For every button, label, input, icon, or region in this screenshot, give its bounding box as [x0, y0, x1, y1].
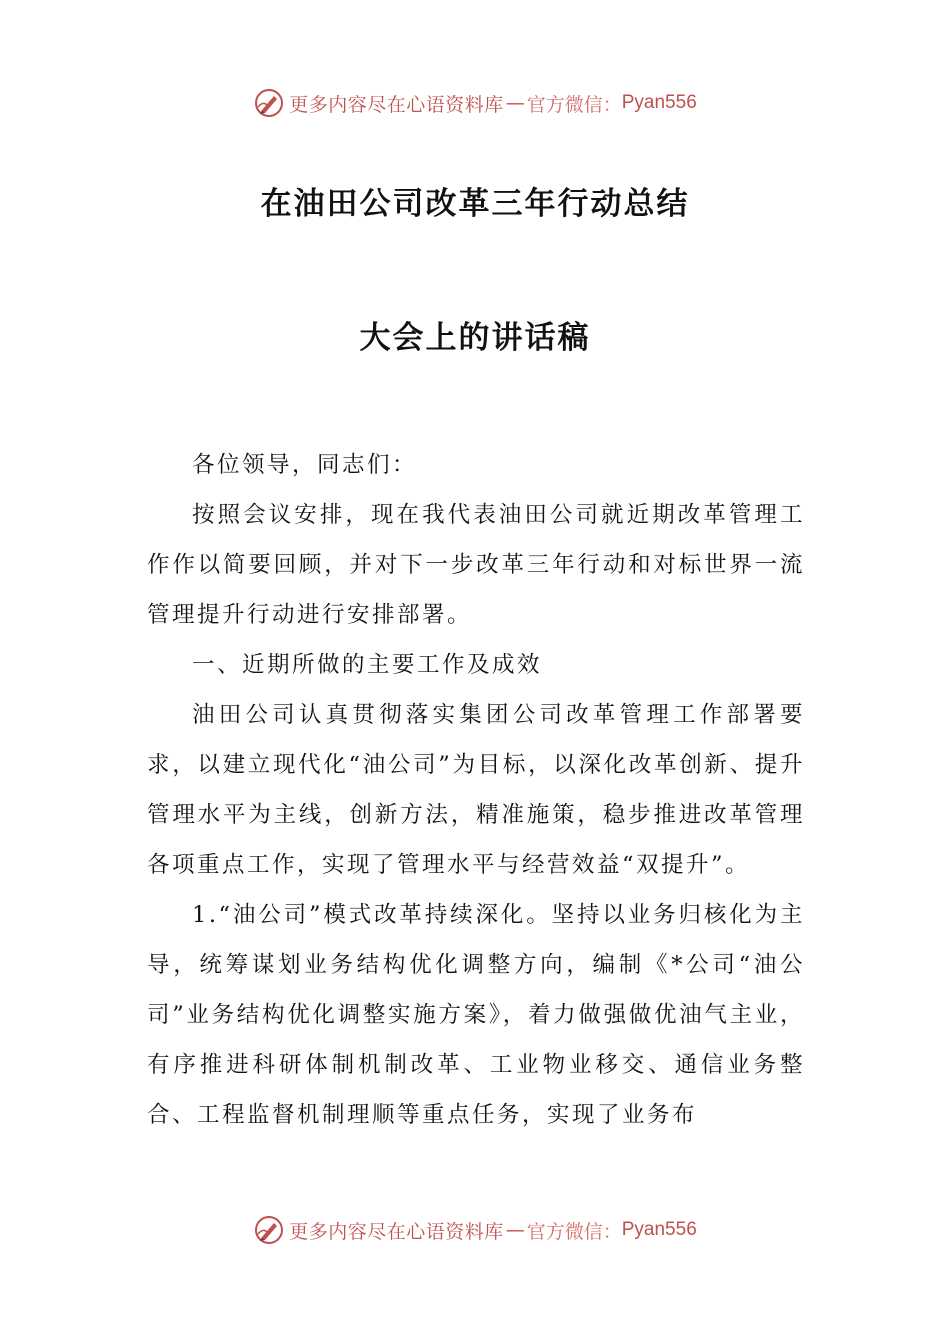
- watermark-wechat-label: 官方微信：: [526, 93, 622, 116]
- watermark-text: 更多内容尽在心语资料库: [289, 93, 504, 116]
- watermark-banner-top: [0, 83, 950, 123]
- watermark-dash: —: [505, 92, 525, 114]
- section-heading: 一、近期所做的主要工作及成效: [192, 652, 543, 678]
- watermark-wechat-label: 官方微信：: [526, 1220, 622, 1243]
- document-title-line1: 在油田公司改革三年行动总结: [260, 186, 690, 222]
- document-body: [147, 440, 805, 1140]
- watermark-banner-bottom: [0, 1210, 950, 1250]
- body-paragraph: 各位领导，同志们：: [192, 452, 418, 478]
- body-paragraph: 1.“油公司”模式改革持续深化。坚持以业务归核化为主导，统筹谋划业务结构优化调整方向，编制《*公司“油公司”业务结构优化调整实施方案》，着力做强做优油气主业，有序推进科研体制机制改革、工业物业移交、通信业务整合、工程监督机制理顺等重点任务，实现了业务布: [147, 902, 805, 1128]
- watermark-text: 更多内容尽在心语资料库: [289, 1220, 504, 1243]
- pen-logo-icon: [253, 1214, 285, 1246]
- watermark-handle: Pyan556: [621, 1219, 697, 1240]
- watermark-handle: Pyan556: [621, 92, 697, 113]
- body-paragraph: 油田公司认真贯彻落实集团公司改革管理工作部署要求，以建立现代化“油公司”为目标，以深化改革创新、提升管理水平为主线，创新方法，精准施策，稳步推进改革管理各项重点工作，实现了管理水平与经营效益“双提升”。: [147, 702, 805, 878]
- pen-logo-icon: [253, 87, 285, 119]
- watermark-dash: —: [505, 1219, 525, 1241]
- document-title-line2: 大会上的讲话稿: [359, 320, 591, 356]
- body-paragraph: 按照会议安排，现在我代表油田公司就近期改革管理工作作以简要回顾，并对下一步改革三年行动和对标世界一流管理提升行动进行安排部署。: [147, 502, 805, 628]
